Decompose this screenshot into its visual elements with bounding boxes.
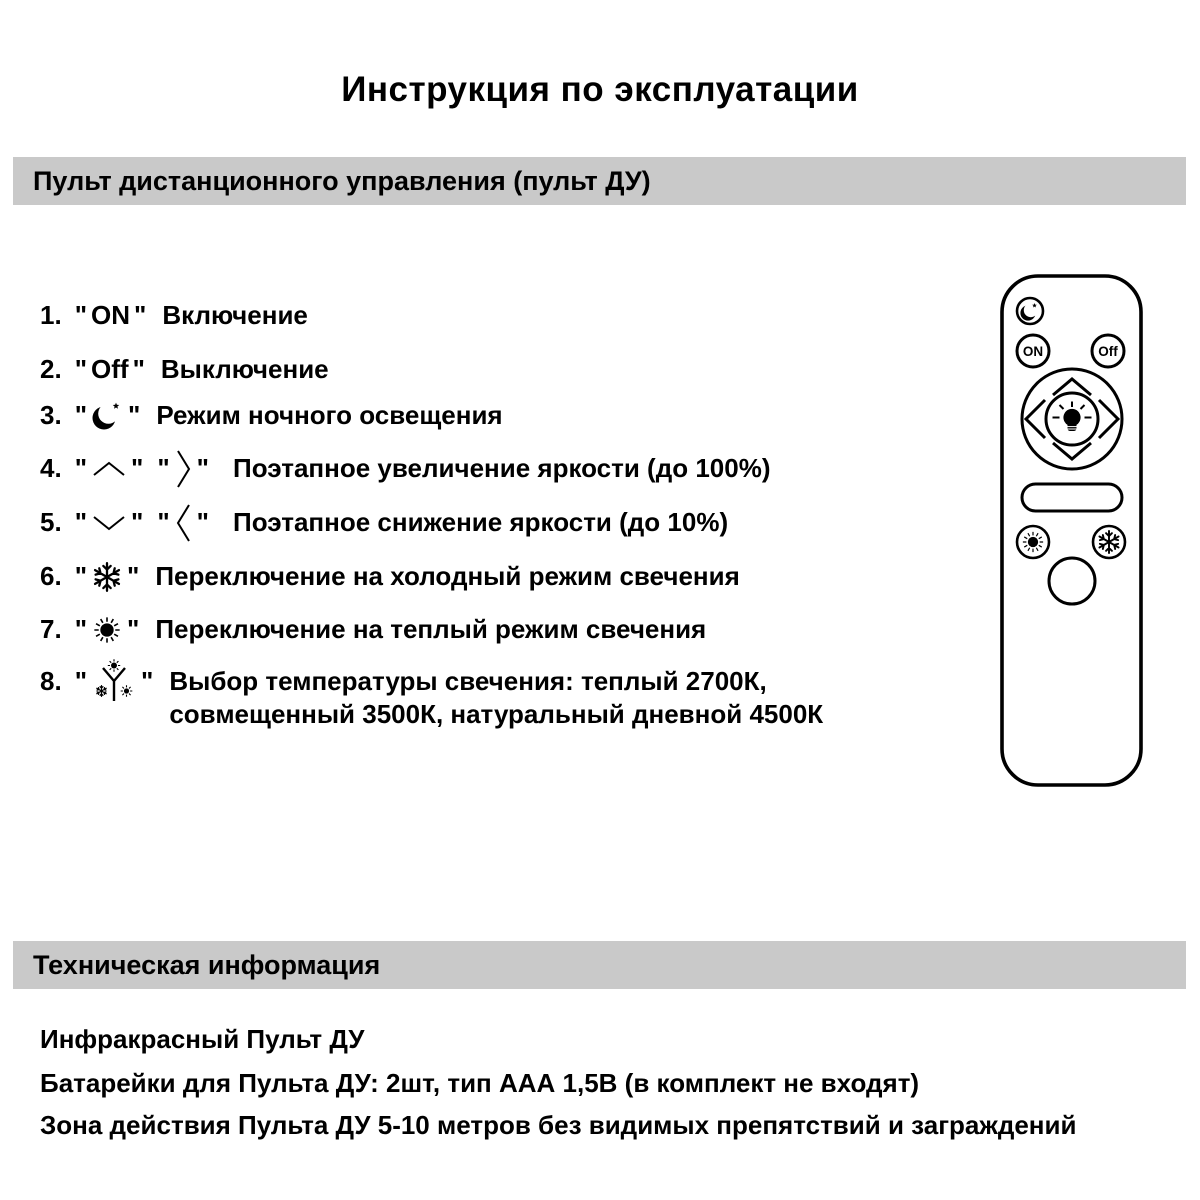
quote-mark: " [74, 561, 88, 591]
item-number: 3. [40, 400, 62, 430]
instruction-item [40, 353, 329, 386]
instruction-item [40, 613, 706, 646]
item-number: 6. [40, 561, 62, 591]
tech-info-line: Зона действия Пульта ДУ 5-10 метров без видимых препятствий и заграждений [40, 1110, 1077, 1140]
section-header-remote-label: Пульт дистанционного управления (пульт ДУ) [33, 165, 651, 196]
item-text: Поэтапное снижение яркости (до 10%) [233, 507, 729, 537]
section-header-remote [13, 157, 1186, 205]
warm-mode-button [1017, 526, 1049, 558]
instruction-item [40, 560, 740, 593]
page-title: Инструкция по эксплуатации [341, 70, 859, 109]
item-number: 5. [40, 507, 62, 537]
on-button-label: ON [1022, 344, 1044, 359]
item-text: Переключение на теплый режим свечения [155, 614, 707, 644]
quote-mark: " [127, 614, 140, 644]
quote-mark: " [196, 453, 209, 483]
snowflake-icon [91, 561, 123, 593]
item-text-line2: совмещенный 3500К, натуральный дневной 4500К [169, 699, 824, 729]
item-number: 4. [40, 453, 62, 483]
tech-info-line: Инфракрасный Пульт ДУ [40, 1024, 365, 1054]
quote-mark: " [74, 300, 88, 330]
item-text: Выбор температуры свечения: теплый 2700К, [169, 666, 767, 696]
quote-mark: " [157, 507, 170, 537]
instruction-item [40, 452, 770, 485]
quote-mark: " [131, 453, 144, 483]
cold-mode-button [1093, 526, 1125, 558]
chevron-left-icon [174, 501, 193, 545]
quote-mark: " [74, 507, 88, 537]
quote-mark: " [132, 354, 145, 384]
quote-mark: " [127, 561, 140, 591]
instruction-item [40, 506, 728, 539]
item-text: Включение [162, 300, 308, 330]
instruction-item [40, 399, 503, 432]
quote-mark: " [141, 666, 154, 696]
quote-mark: " [74, 354, 88, 384]
quote-mark: " [74, 666, 88, 696]
remote-control-diagram [1000, 274, 1143, 787]
quote-mark: " [134, 300, 147, 330]
moon-star-icon [91, 399, 124, 433]
brightness-dial [1022, 369, 1122, 469]
item-number: 2. [40, 354, 62, 384]
item-number: 7. [40, 614, 62, 644]
section-header-tech [13, 941, 1186, 989]
button-label-reference: Off [91, 354, 129, 384]
sun-icon [91, 614, 123, 646]
instruction-item [40, 299, 308, 332]
night-mode-button [1017, 298, 1043, 324]
item-text: Выключение [160, 354, 329, 384]
item-number: 1. [40, 300, 62, 330]
quote-mark: " [131, 507, 144, 537]
off-button-label: Off [1098, 344, 1118, 359]
section-header-tech-label: Техническая информация [33, 949, 381, 980]
on-button [1017, 335, 1049, 367]
quote-mark: " [157, 453, 170, 483]
button-label-reference: ON [91, 300, 131, 330]
item-number: 8. [40, 666, 62, 696]
off-button [1092, 335, 1124, 367]
tech-info-line: Батарейки для Пульта ДУ: 2шт, тип ААА 1,5В (в комплект не входят) [40, 1068, 920, 1098]
quote-mark: " [74, 614, 88, 644]
item-text: Режим ночного освещения [156, 400, 503, 430]
quote-mark: " [74, 453, 88, 483]
chevron-down-icon [91, 512, 127, 534]
item-text: Поэтапное увеличение яркости (до 100%) [233, 453, 771, 483]
quote-mark: " [128, 400, 141, 430]
chevron-up-icon [91, 458, 127, 480]
bottom-round-button [1049, 558, 1095, 604]
instruction-item [40, 665, 823, 731]
quote-mark: " [74, 400, 88, 430]
item-text: Переключение на холодный режим свечения [155, 561, 740, 591]
quote-mark: " [196, 507, 209, 537]
chevron-right-icon [174, 447, 193, 491]
temp-select-icon [91, 659, 137, 705]
pill-button [1022, 484, 1122, 511]
